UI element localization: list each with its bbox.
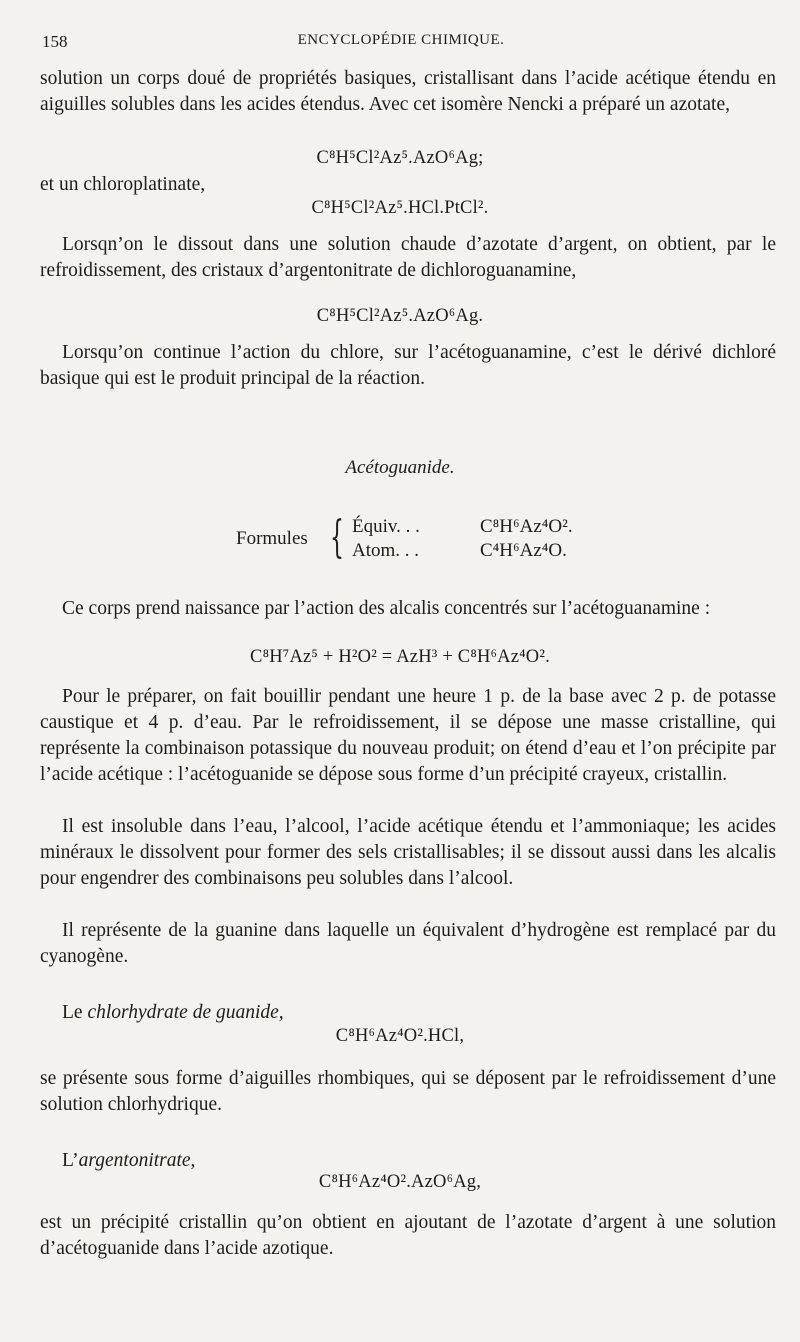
formula-row-value: C⁸H⁶Az⁴O². <box>480 516 573 537</box>
formulae-label: Formules <box>236 528 308 549</box>
text-prefix: Le <box>62 1002 88 1023</box>
formula-row-key: Équiv. . . <box>352 516 420 537</box>
formula-row-key: Atom. . . <box>352 540 420 561</box>
running-head: ENCYCLOPÉDIE CHIMIQUE. <box>297 32 505 48</box>
page-number: 158 <box>42 32 68 51</box>
paragraph-preparation: Pour le préparer, on fait bouillir pendant une heure 1 p. de la base avec 2 p. de potasse caustique et 4 p. d’eau. Par le refroidissement, il se dépose une masse cristalline, qui représente la combinaison potassique du nouveau produit; on étend d’eau et l’on précipite par l’acide acétique : l’acétoguanide se dépose sous forme d’un précipité crayeux, cristallin. <box>40 686 776 785</box>
paragraph-chlorine-action: Lorsqu’on continue l’action du chlore, sur l’acétoguanamine, c’est le dérivé dichloré basique qui est le produit principal de la réaction. <box>40 342 776 389</box>
paragraph-solubility: Il est insoluble dans l’eau, l’alcool, l’acide acétique étendu et l’ammoniaque; les acides minéraux le dissolvent pour former des sels cristallisables; il se dissout aussi dans les alcalis pour engendrer des combinaisons peu solubles dans l’alcool. <box>40 816 776 889</box>
paragraph-guanine: Il représente de la guanine dans laquelle un équivalent d’hydrogène est remplacé par du cyanogène. <box>40 920 776 967</box>
formula-chlorhydrate: C⁸H⁶Az⁴O².HCl, <box>335 1026 465 1046</box>
paragraph-silver-nitrate: Lorsqn’on le dissout dans une solution chaude d’azotate d’argent, on obtient, par le refroidissement, des cristaux d’argentonitrate de dichloroguanamine, <box>40 234 776 281</box>
paragraph-precipitate: est un précipité cristallin qu’on obtient en ajoutant de l’azotate d’argent à une solution d’acétoguanide dans l’acide azotique. <box>40 1212 776 1259</box>
paragraph-chlorhydrate <box>40 1000 776 1026</box>
formula-row-value: C⁴H⁶Az⁴O. <box>480 540 567 561</box>
page-header <box>42 32 760 56</box>
paragraph-argentonitrate <box>40 1148 776 1174</box>
formula-azotate: C⁸H⁵Cl²Az⁵.AzO⁶Ag; <box>316 148 484 168</box>
text-prefix: L’ <box>62 1150 79 1171</box>
section-title-acetoguanide: Acétoguanide. <box>345 457 455 478</box>
brace-glyph: { <box>330 512 344 563</box>
paragraph-chloroplatinate: et un chloroplatinate, <box>40 174 206 195</box>
paragraph-rhombic-needles: se présente sous forme d’aiguilles rhombiques, qui se déposent par le refroidissement d’une solution chlorhydrique. <box>40 1068 776 1115</box>
formula-row-atom <box>352 540 612 566</box>
italic-term: chlorhydrate de guanide, <box>87 1002 284 1023</box>
italic-term: argentonitrate, <box>78 1150 196 1171</box>
formula-reaction: C⁸H⁷Az⁵ + H²O² = AzH³ + C⁸H⁶Az⁴O². <box>250 647 550 667</box>
formula-row-equiv <box>352 516 612 542</box>
paragraph-formation: Ce corps prend naissance par l’action des alcalis concentrés sur l’acétoguanamine : <box>62 598 711 619</box>
formula-argentonitrate-dichloro: C⁸H⁵Cl²Az⁵.AzO⁶Ag. <box>316 306 484 326</box>
formula-chloroplatinate: C⁸H⁵Cl²Az⁵.HCl.PtCl². <box>311 198 489 218</box>
formula-argentonitrate: C⁸H⁶Az⁴O².AzO⁶Ag, <box>318 1172 482 1192</box>
formulae-table <box>236 512 596 566</box>
paragraph-nencki-isomer: solution un corps doué de propriétés basiques, cristallisant dans l’acide acétique étendu en aiguilles solubles dans les acides étendus. Avec cet isomère Nencki a préparé un azotate, <box>40 68 776 115</box>
